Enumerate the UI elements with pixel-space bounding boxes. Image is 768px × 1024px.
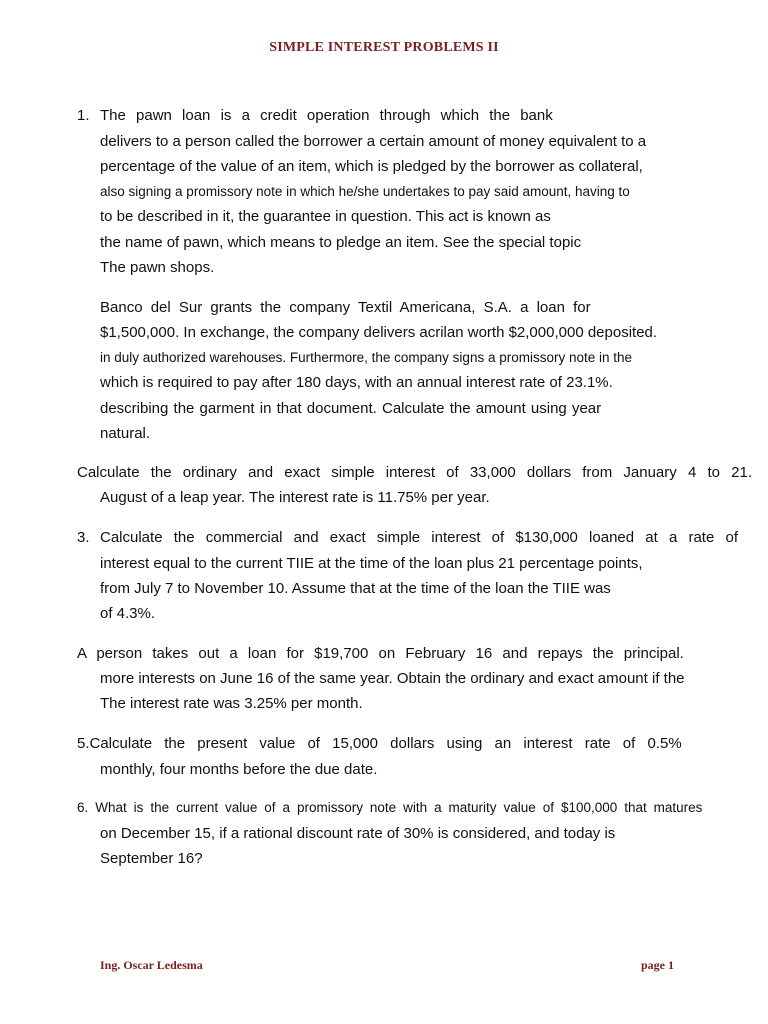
problem-1-number: 1. [77, 107, 90, 124]
problem-5-line-2: monthly, four months before the due date. [100, 761, 378, 778]
problem-1-para2-line-3: in duly authorized warehouses. Furthermore, the company signs a promissory note in the [100, 350, 633, 365]
problem-3-line-1: Calculate the commercial and exact simple interest of $130,000 loaned at a rate of [100, 529, 738, 546]
problem-5-line-1: 5.Calculate the present value of 15,000 dollars using an interest rate of 0.5% [77, 735, 682, 752]
problem-3-line-2: interest equal to the current TIIE at the time of the loan plus 21 percentage points, [100, 555, 643, 572]
problem-1-line-1-text: The pawn loan is a credit operation through which the bank [100, 107, 553, 124]
problem-1-para2-line-4: which is required to pay after 180 days, with an annual interest rate of 23.1%. [100, 374, 613, 391]
problem-1-para2-line-2: $1,500,000. In exchange, the company delivers acrilan worth $2,000,000 deposited. [100, 324, 658, 341]
problem-1-line-5: to be described in it, the guarantee in question. This act is known as [100, 208, 551, 225]
problem-1-para2-line-5: describing the garment in that document. Calculate the amount using year [100, 400, 602, 417]
problem-6-line-3: September 16? [100, 850, 203, 867]
problem-4-line-2: more interests on June 16 of the same year. Obtain the ordinary and exact amount if the [100, 670, 685, 687]
footer-page-number: page 1 [641, 958, 674, 972]
problem-4-line-3: The interest rate was 3.25% per month. [100, 695, 363, 712]
problem-1-line-4: also signing a promissory note in which he/she undertakes to pay said amount, having to [100, 184, 630, 199]
problem-4-line-1: A person takes out a loan for $19,700 on February 16 and repays the principal. [77, 645, 684, 662]
problem-1-line-3: percentage of the value of an item, which is pledged by the borrower as collateral, [100, 158, 643, 175]
problem-2-line-1: Calculate the ordinary and exact simple interest of 33,000 dollars from January 4 to 21. [77, 464, 752, 481]
problem-1-line-7: The pawn shops. [100, 259, 215, 276]
problem-3-number: 3. [77, 529, 90, 546]
problem-6-line-2: on December 15, if a rational discount rate of 30% is considered, and today is [100, 825, 616, 842]
problem-6-line-1: 6. What is the current value of a promissory note with a maturity value of $100,000 that matures [77, 800, 703, 815]
problem-1-line-1 [100, 107, 560, 125]
problem-3-line-3: from July 7 to November 10. Assume that at the time of the loan the TIIE was [100, 580, 611, 597]
problem-1-para2-line-6: natural. [100, 425, 151, 442]
problem-2-line-2: August of a leap year. The interest rate is 11.75% per year. [100, 489, 490, 506]
footer-author: Ing. Oscar Ledesma [100, 958, 203, 972]
problem-3-line-4: of 4.3%. [100, 605, 156, 622]
page-title: SIMPLE INTEREST PROBLEMS II [269, 40, 499, 55]
problem-1-line-2: delivers to a person called the borrower a certain amount of money equivalent to a [100, 133, 647, 150]
problem-1-para2-line-1: Banco del Sur grants the company Textil Americana, S.A. a loan for [100, 299, 591, 316]
problem-1-line-6: the name of pawn, which means to pledge an item. See the special topic [100, 234, 582, 251]
